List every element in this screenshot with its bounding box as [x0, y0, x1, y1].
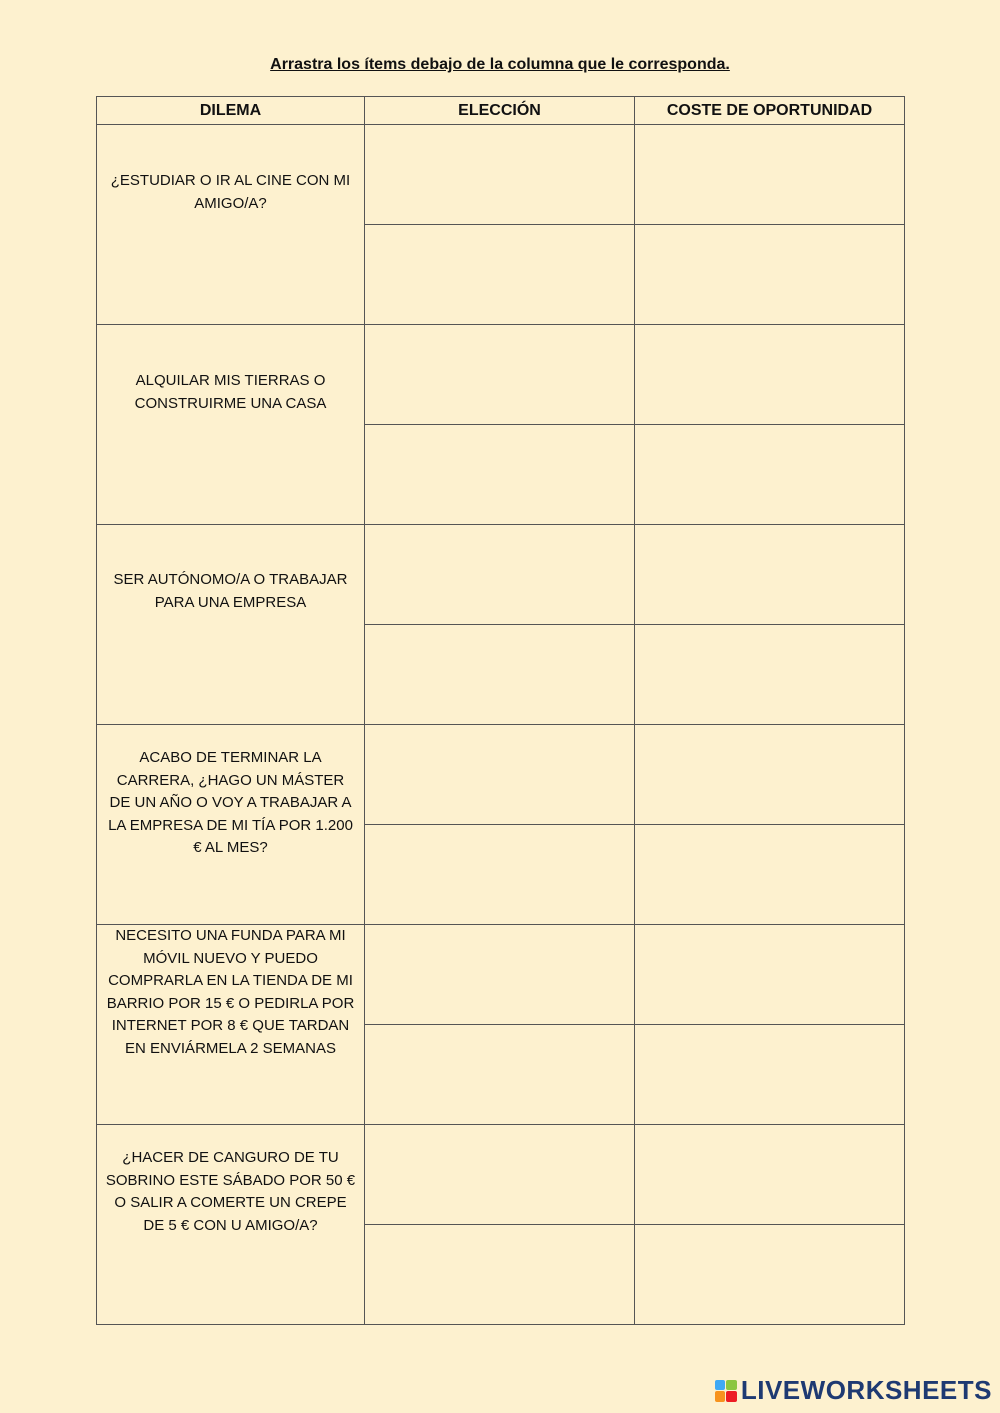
logo-square-icon — [726, 1380, 737, 1391]
drop-zone-eleccion[interactable] — [365, 625, 635, 725]
drop-zone-eleccion[interactable] — [365, 725, 635, 825]
drop-zone-coste[interactable] — [635, 1125, 905, 1225]
table-row — [97, 325, 905, 425]
drop-zone-coste[interactable] — [635, 825, 905, 925]
dilemma-cell — [97, 525, 365, 725]
drop-zone-coste[interactable] — [635, 425, 905, 525]
drop-zone-eleccion[interactable] — [365, 125, 635, 225]
drop-zone-coste[interactable] — [635, 225, 905, 325]
logo-text: LIVEWORKSHEETS — [740, 1375, 992, 1405]
drop-zone-coste[interactable] — [635, 1025, 905, 1125]
drop-zone-eleccion[interactable] — [365, 325, 635, 425]
logo-square-icon — [726, 1391, 737, 1402]
dilemma-text: ACABO DE TERMINAR LA CARRERA, ¿HAGO UN MÁSTER DE UN AÑO O VOY A TRABAJAR A LA EMPRESA DE MI TÍA POR 1.200 € AL MES? — [108, 749, 353, 856]
drop-zone-coste[interactable] — [635, 325, 905, 425]
dilemma-text: SER AUTÓNOMO/A O TRABAJAR PARA UNA EMPRESA — [113, 571, 348, 611]
liveworksheets-logo — [715, 1375, 992, 1406]
dilemma-text: ¿ESTUDIAR O IR AL CINE CON MI AMIGO/A? — [110, 172, 351, 212]
liveworksheets-logo-icon — [715, 1380, 737, 1402]
dilemma-cell — [97, 125, 365, 325]
table-row — [97, 925, 905, 1025]
drop-zone-coste[interactable] — [635, 1225, 905, 1325]
table-row — [97, 525, 905, 625]
header-dilema: DILEMA — [97, 97, 365, 125]
drop-zone-coste[interactable] — [635, 925, 905, 1025]
dilemma-text: ¿HACER DE CANGURO DE TU SOBRINO ESTE SÁBADO POR 50 € O SALIR A COMERTE UN CREPE DE 5 € CON U AMIGO/A? — [105, 1149, 356, 1234]
drop-zone-eleccion[interactable] — [365, 525, 635, 625]
header-eleccion: ELECCIÓN — [365, 97, 635, 125]
dilemma-cell — [97, 925, 365, 1125]
instruction-title: Arrastra los ítems debajo de la columna que le corresponda. — [270, 56, 730, 73]
logo-square-icon — [715, 1391, 726, 1402]
dilemma-text: NECESITO UNA FUNDA PARA MI MÓVIL NUEVO Y PUEDO COMPRARLA EN LA TIENDA DE MI BARRIO POR 15 € O PEDIRLA POR INTERNET POR 8 € QUE TARDAN EN ENVIÁRMELA 2 SEMANAS — [106, 927, 355, 1057]
dilemma-table — [96, 96, 905, 1325]
table-row — [97, 725, 905, 825]
drop-zone-coste[interactable] — [635, 725, 905, 825]
drop-zone-eleccion[interactable] — [365, 1225, 635, 1325]
drop-zone-eleccion[interactable] — [365, 1125, 635, 1225]
drop-zone-eleccion[interactable] — [365, 925, 635, 1025]
header-coste: COSTE DE OPORTUNIDAD — [635, 97, 905, 125]
drop-zone-coste[interactable] — [635, 625, 905, 725]
drop-zone-eleccion[interactable] — [365, 1025, 635, 1125]
dilemma-cell — [97, 725, 365, 925]
table-row — [97, 1125, 905, 1225]
drop-zone-eleccion[interactable] — [365, 825, 635, 925]
dilemma-cell — [97, 1125, 365, 1325]
drop-zone-coste[interactable] — [635, 525, 905, 625]
drop-zone-eleccion[interactable] — [365, 425, 635, 525]
logo-square-icon — [715, 1380, 726, 1391]
drop-zone-coste[interactable] — [635, 125, 905, 225]
header-row — [97, 97, 905, 125]
table-row — [97, 125, 905, 225]
drop-zone-eleccion[interactable] — [365, 225, 635, 325]
dilemma-cell — [97, 325, 365, 525]
dilemma-text: ALQUILAR MIS TIERRAS O CONSTRUIRME UNA CASA — [134, 372, 327, 412]
